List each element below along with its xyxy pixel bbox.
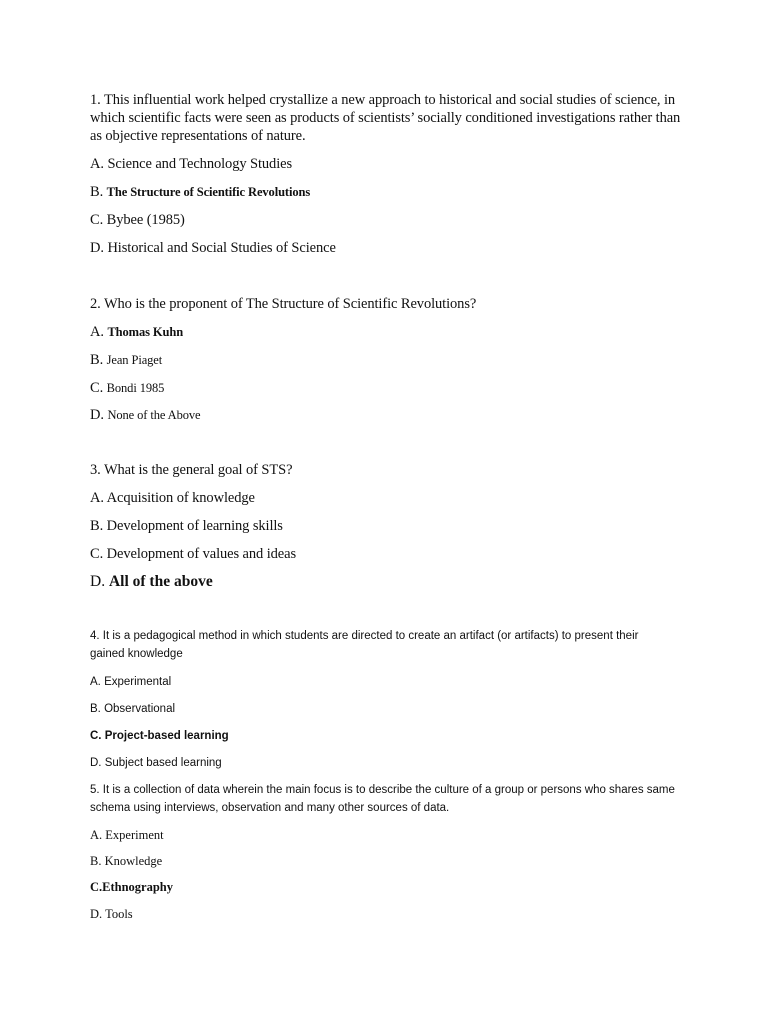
option-prefix: D.: [90, 240, 104, 256]
option-text: Science and Technology Studies: [107, 156, 293, 172]
option-prefix: C.: [90, 880, 103, 894]
option-prefix: C.: [90, 546, 104, 562]
option-prefix: A.: [90, 676, 101, 688]
question-3-option-d-answer: [90, 573, 213, 591]
question-3-option-a: [90, 490, 255, 507]
question-2-option-c: [90, 380, 164, 397]
option-text: Experimental: [104, 676, 172, 688]
question-3-line-1: 3. What is the general goal of STS?: [90, 462, 293, 478]
question-1-line-2: which scientific facts were seen as products of scientists’ socially conditioned investigations rather than: [90, 110, 681, 126]
question-1-option-d: [90, 240, 336, 257]
question-2-option-b: [90, 352, 162, 369]
option-prefix: B.: [90, 518, 104, 534]
option-prefix: D.: [90, 573, 106, 590]
question-4-option-a: [90, 676, 171, 688]
option-prefix: A.: [90, 324, 104, 340]
option-prefix: A.: [90, 490, 104, 506]
question-1-line-1: 1. This influential work helped crystallize a new approach to historical and social studies of science, in: [90, 92, 676, 108]
question-5-option-d: [90, 907, 133, 922]
option-prefix: B.: [90, 184, 104, 200]
option-text: Historical and Social Studies of Science: [107, 240, 336, 256]
option-prefix: C.: [90, 730, 102, 742]
question-5-option-b: [90, 854, 162, 869]
option-prefix: A.: [90, 156, 104, 172]
option-text: Knowledge: [104, 854, 163, 868]
question-1-line-3: as objective representations of nature.: [90, 128, 306, 144]
option-prefix: C.: [90, 380, 104, 396]
option-text: Bybee (1985): [106, 212, 185, 228]
option-prefix: D.: [90, 757, 102, 769]
option-prefix: A.: [90, 828, 103, 842]
question-4-option-d: [90, 757, 222, 769]
question-2-option-d: [90, 407, 201, 424]
option-text: Observational: [104, 703, 176, 715]
question-1-option-b-answer: [90, 184, 310, 201]
option-text: Subject based learning: [104, 757, 222, 769]
question-5-line-1: 5. It is a collection of data wherein the main focus is to describe the culture of a group or persons who shares same: [90, 784, 675, 796]
question-4-option-b: [90, 703, 175, 715]
option-text: Bondi 1985: [106, 381, 165, 395]
question-1-option-a: [90, 156, 292, 173]
question-3-option-c: [90, 546, 296, 563]
option-text: Development of values and ideas: [106, 546, 297, 562]
question-4-option-c-answer: [90, 730, 229, 742]
option-text: Experiment: [105, 828, 164, 842]
question-5-option-c-answer: [90, 880, 173, 895]
option-text-bold: Ethnography: [102, 880, 174, 894]
question-1-option-c: [90, 212, 185, 229]
option-prefix: D.: [90, 907, 103, 921]
question-5-option-a: [90, 828, 164, 843]
question-5-line-2: schema using interviews, observation and many other sources of data.: [90, 802, 450, 814]
option-text: Jean Piaget: [106, 353, 163, 367]
question-4-line-2: gained knowledge: [90, 648, 183, 660]
option-prefix: B.: [90, 352, 104, 368]
question-3-option-b: [90, 518, 283, 535]
option-text-bold: The Structure of Scientific Revolutions: [106, 185, 311, 199]
option-prefix: D.: [90, 407, 104, 423]
option-prefix: C.: [90, 212, 104, 228]
option-text: Acquisition of knowledge: [106, 490, 255, 506]
option-text-bold: Thomas Kuhn: [107, 325, 184, 339]
option-prefix: B.: [90, 854, 102, 868]
option-text: None of the Above: [107, 408, 201, 422]
option-text-bold: Project-based learning: [104, 730, 229, 742]
option-text: Development of learning skills: [106, 518, 283, 534]
question-4-line-1: 4. It is a pedagogical method in which students are directed to create an artifact (or artifacts) to present their: [90, 630, 639, 642]
question-2-option-a-answer: [90, 324, 183, 341]
option-prefix: B.: [90, 703, 101, 715]
option-text: Tools: [105, 907, 133, 921]
question-2-line-1: 2. Who is the proponent of The Structure of Scientific Revolutions?: [90, 296, 477, 312]
option-text-bold: All of the above: [108, 573, 213, 590]
